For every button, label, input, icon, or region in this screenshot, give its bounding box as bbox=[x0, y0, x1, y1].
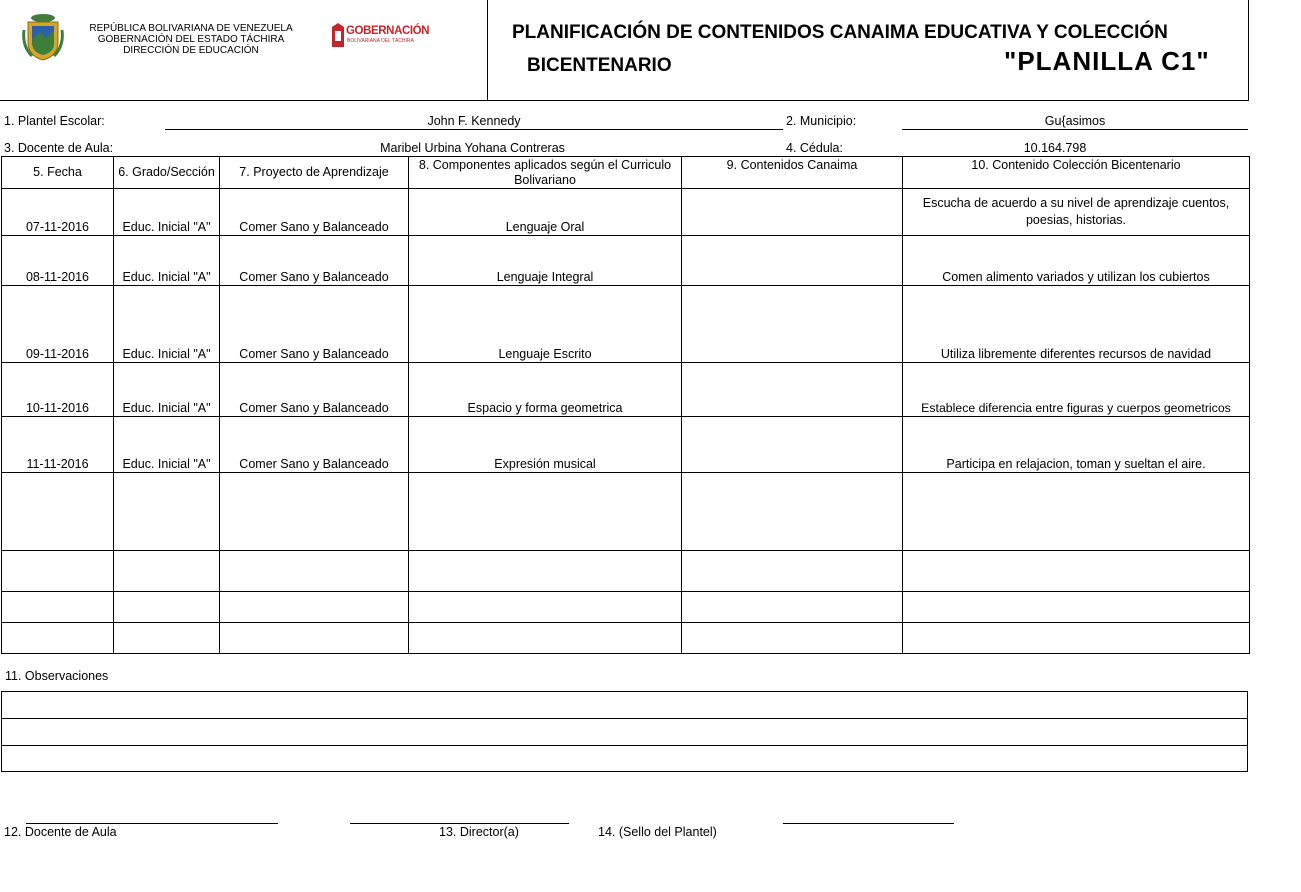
cell-canaima bbox=[682, 592, 903, 623]
header-bottom-border bbox=[0, 100, 1249, 101]
table-row-empty bbox=[2, 592, 1250, 623]
cell-componente bbox=[409, 592, 682, 623]
state-coat-of-arms-logo bbox=[22, 12, 64, 62]
table-row-empty bbox=[2, 623, 1250, 654]
header-contenidos-canaima: 9. Contenidos Canaima bbox=[682, 157, 903, 189]
director-signature-label: 13. Director(a) bbox=[439, 825, 519, 839]
cell-proyecto: Comer Sano y Balanceado bbox=[220, 417, 409, 473]
cell-grado: Educ. Inicial "A" bbox=[114, 189, 220, 236]
header-proyecto: 7. Proyecto de Aprendizaje bbox=[220, 157, 409, 189]
observaciones-line bbox=[2, 745, 1247, 746]
docente-value: Maribel Urbina Yohana Contreras bbox=[380, 141, 565, 155]
cell-canaima bbox=[682, 189, 903, 236]
cell-grado: Educ. Inicial "A" bbox=[114, 286, 220, 363]
gov-line-2: GOBERNACIÓN DEL ESTADO TÁCHIRA bbox=[97, 34, 285, 45]
cell-componente bbox=[409, 551, 682, 592]
cell-bicentenario: Establece diferencia entre figuras y cuerpos geometricos bbox=[903, 363, 1250, 417]
header-divider bbox=[487, 0, 488, 100]
cell-fecha bbox=[2, 592, 114, 623]
cell-componente bbox=[409, 623, 682, 654]
government-heading bbox=[86, 23, 296, 56]
cell-componente: Lenguaje Oral bbox=[409, 189, 682, 236]
cell-componente: Espacio y forma geometrica bbox=[409, 363, 682, 417]
cell-bicentenario bbox=[903, 623, 1250, 654]
planning-table bbox=[1, 156, 1250, 654]
gobernacion-logo bbox=[331, 22, 430, 52]
director-signature-line bbox=[350, 823, 569, 824]
plantel-label: 1. Plantel Escolar: bbox=[4, 114, 105, 128]
cell-proyecto: Comer Sano y Balanceado bbox=[220, 286, 409, 363]
header-right-border bbox=[1248, 0, 1249, 100]
gov-line-3: DIRECCIÓN DE EDUCACIÓN bbox=[123, 45, 259, 56]
cell-proyecto: Comer Sano y Balanceado bbox=[220, 189, 409, 236]
cell-fecha bbox=[2, 623, 114, 654]
sello-label: 14. (Sello del Plantel) bbox=[598, 825, 717, 839]
header-componentes: 8. Componentes aplicados según el Curriculo Bolivariano bbox=[409, 157, 682, 189]
municipio-label: 2. Municipio: bbox=[786, 114, 857, 128]
page-title-continued: BICENTENARIO bbox=[527, 55, 672, 76]
docente-signature-line bbox=[26, 823, 278, 824]
municipio-value: Gu{asimos bbox=[1044, 114, 1106, 128]
table-row bbox=[2, 286, 1250, 363]
cedula-value: 10.164.798 bbox=[1023, 141, 1087, 155]
docente-label: 3. Docente de Aula: bbox=[4, 141, 114, 155]
cell-grado bbox=[114, 473, 220, 551]
sello-signature-line bbox=[783, 823, 954, 824]
cell-grado bbox=[114, 592, 220, 623]
cell-fecha: 07-11-2016 bbox=[2, 189, 114, 236]
page-title: PLANIFICACIÓN DE CONTENIDOS CANAIMA EDUCATIVA Y COLECCIÓN bbox=[512, 22, 1168, 43]
cell-componente: Lenguaje Integral bbox=[409, 236, 682, 286]
docente-signature-label: 12. Docente de Aula bbox=[4, 825, 117, 839]
gov-line-1: REPÚBLICA BOLIVARIANA DE VENEZUELA bbox=[89, 23, 293, 34]
cell-componente: Expresión musical bbox=[409, 417, 682, 473]
plantel-value: John F. Kennedy bbox=[427, 114, 521, 128]
table-row bbox=[2, 189, 1250, 236]
table-row bbox=[2, 363, 1250, 417]
cell-fecha: 09-11-2016 bbox=[2, 286, 114, 363]
cell-proyecto bbox=[220, 551, 409, 592]
cedula-label: 4. Cédula: bbox=[786, 141, 843, 155]
observaciones-line bbox=[2, 718, 1247, 719]
cell-bicentenario bbox=[903, 473, 1250, 551]
observaciones-box bbox=[1, 691, 1248, 772]
cell-canaima bbox=[682, 236, 903, 286]
cell-canaima bbox=[682, 551, 903, 592]
table-header-row bbox=[2, 157, 1250, 189]
cell-fecha bbox=[2, 551, 114, 592]
logo-sub-text: BOLIVARIANA DEL TÁCHIRA bbox=[347, 38, 414, 44]
table-row bbox=[2, 417, 1250, 473]
cell-canaima bbox=[682, 417, 903, 473]
cell-canaima bbox=[682, 473, 903, 551]
header-coleccion-bicentenario: 10. Contenido Colección Bicentenario bbox=[903, 157, 1250, 189]
cell-proyecto bbox=[220, 623, 409, 654]
cell-componente: Lenguaje Escrito bbox=[409, 286, 682, 363]
cell-proyecto: Comer Sano y Balanceado bbox=[220, 236, 409, 286]
cell-bicentenario: Utiliza libremente diferentes recursos de navidad bbox=[903, 286, 1250, 363]
cell-bicentenario: Comen alimento variados y utilizan los cubiertos bbox=[903, 236, 1250, 286]
cell-proyecto: Comer Sano y Balanceado bbox=[220, 363, 409, 417]
cell-bicentenario bbox=[903, 592, 1250, 623]
cell-fecha: 08-11-2016 bbox=[2, 236, 114, 286]
cell-fecha bbox=[2, 473, 114, 551]
cell-fecha: 10-11-2016 bbox=[2, 363, 114, 417]
cell-grado: Educ. Inicial "A" bbox=[114, 363, 220, 417]
header-fecha: 5. Fecha bbox=[2, 157, 114, 189]
table-row-empty bbox=[2, 551, 1250, 592]
cell-canaima bbox=[682, 286, 903, 363]
cell-bicentenario: Escucha de acuerdo a su nivel de aprendizaje cuentos, poesias, historias. bbox=[903, 189, 1250, 236]
cell-grado: Educ. Inicial "A" bbox=[114, 417, 220, 473]
cell-canaima bbox=[682, 623, 903, 654]
logo-main-text: GOBERNACIÓN bbox=[346, 25, 430, 37]
municipio-underline bbox=[902, 129, 1248, 130]
cell-componente bbox=[409, 473, 682, 551]
table-row-empty bbox=[2, 473, 1250, 551]
plantel-underline bbox=[165, 129, 783, 130]
cell-fecha: 11-11-2016 bbox=[2, 417, 114, 473]
planilla-title: "PLANILLA C1" bbox=[1004, 46, 1210, 76]
table-row bbox=[2, 236, 1250, 286]
observaciones-label: 11. Observaciones bbox=[5, 669, 109, 683]
cell-grado bbox=[114, 623, 220, 654]
cell-canaima bbox=[682, 363, 903, 417]
cell-bicentenario: Participa en relajacion, toman y sueltan el aire. bbox=[903, 417, 1250, 473]
header-grado: 6. Grado/Sección bbox=[114, 157, 220, 189]
cell-proyecto bbox=[220, 473, 409, 551]
cell-grado: Educ. Inicial "A" bbox=[114, 236, 220, 286]
cell-proyecto bbox=[220, 592, 409, 623]
cell-bicentenario bbox=[903, 551, 1250, 592]
cell-grado bbox=[114, 551, 220, 592]
